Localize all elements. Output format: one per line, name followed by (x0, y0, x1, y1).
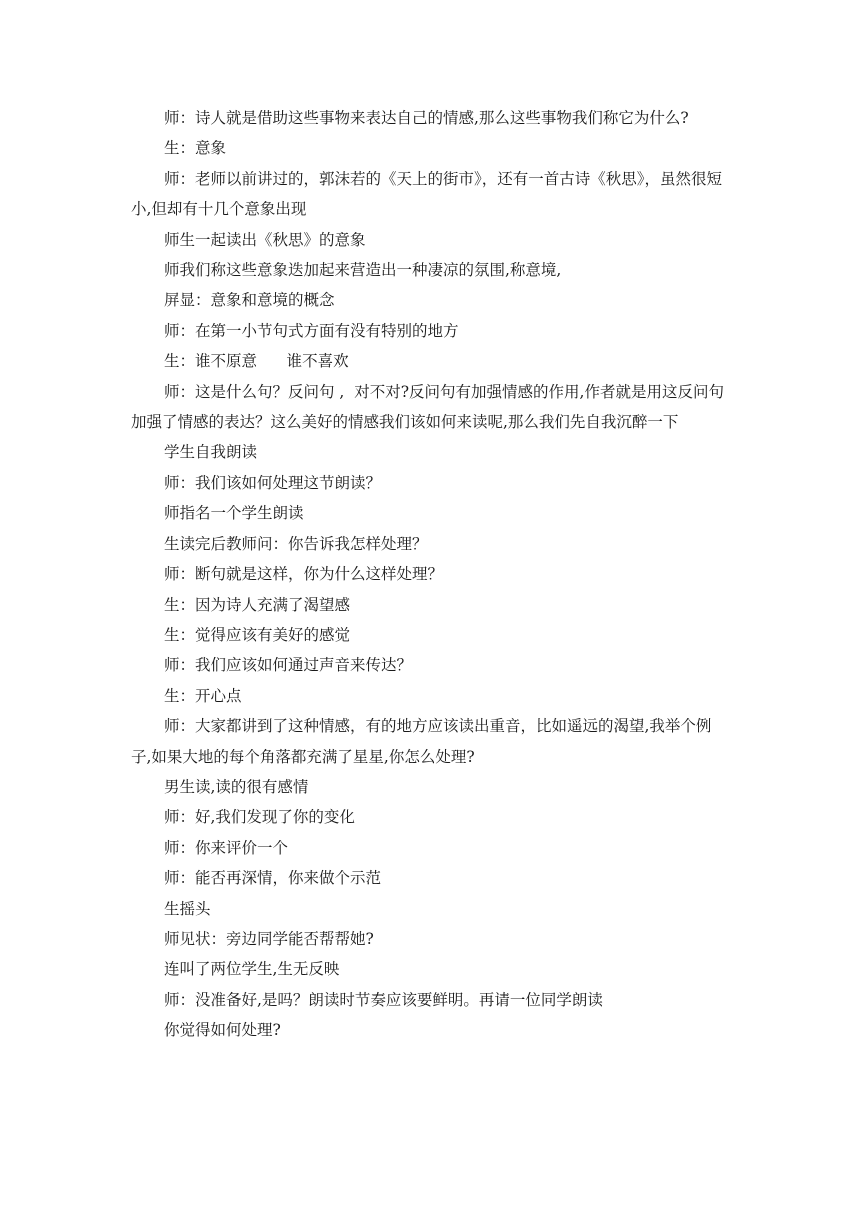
paragraph: 你觉得如何处理? (164, 1021, 281, 1040)
paragraph: 师见状：旁边同学能否帮帮她? (164, 929, 374, 948)
document-body (131, 103, 731, 1046)
paragraph: 师指名一个学生朗读 (164, 504, 304, 523)
paragraph: 师：能否再深情，你来做个示范 (164, 869, 382, 888)
paragraph: 生：觉得应该有美好的感觉 (164, 625, 351, 644)
paragraph: 师：这是什么句？反问句 , 对不对?反问句有加强情感的作用,作者就是用这反问句加强了情感的表达？这么美好的情感我们该如何来读呢,那么我们先自我沉醉一下 (131, 382, 724, 432)
paragraph: 学生自我朗读 (164, 443, 258, 462)
paragraph: 男生读,读的很有感情 (164, 777, 309, 796)
paragraph: 生读完后教师问：你告诉我怎样处理？ (164, 534, 428, 553)
paragraph: 师：老师以前讲过的，郭沫若的《天上的街市》，还有一首古诗《秋思》，虽然很短小,但却有十几个意象出现 (131, 169, 723, 219)
paragraph: 师：断句就是这样，你为什么这样处理？ (164, 565, 444, 584)
paragraph: 师生一起读出《秋思》的意象 (164, 230, 366, 249)
paragraph: 生：开心点 (164, 686, 242, 705)
paragraph: 师：你来评价一个 (164, 838, 289, 857)
paragraph: 师：我们应该如何通过声音来传达？ (164, 656, 413, 675)
paragraph: 师：诗人就是借助这些事物来表达自己的情感,那么这些事物我们称它为什么? (164, 109, 689, 127)
paragraph: 师我们称这些意象迭加起来营造出一种凄凉的氛围,称意境, (164, 261, 562, 280)
paragraph: 师：没准备好,是吗？朗读时节奏应该要鲜明。再请一位同学朗读 (164, 990, 603, 1009)
paragraph: 师：我们该如何处理这节朗读？ (164, 473, 382, 492)
paragraph: 生：因为诗人充满了渴望感 (164, 595, 351, 614)
paragraph: 连叫了两位学生,生无反映 (164, 960, 340, 979)
paragraph: 屏显：意象和意境的概念 (164, 291, 335, 310)
paragraph: 师：大家都讲到了这种情感，有的地方应该读出重音，比如遥远的渴望,我举个例子,如果大地的每个角落都充满了星星,你怎么处理? (131, 717, 712, 766)
paragraph: 生摇头 (164, 899, 211, 918)
paragraph: 生：谁不原意 谁不喜欢 (164, 352, 349, 371)
paragraph: 生：意象 (164, 139, 227, 158)
paragraph: 师：好,我们发现了你的变化 (164, 808, 355, 827)
paragraph: 师：在第一小节句式方面有没有特别的地方 (164, 321, 459, 340)
